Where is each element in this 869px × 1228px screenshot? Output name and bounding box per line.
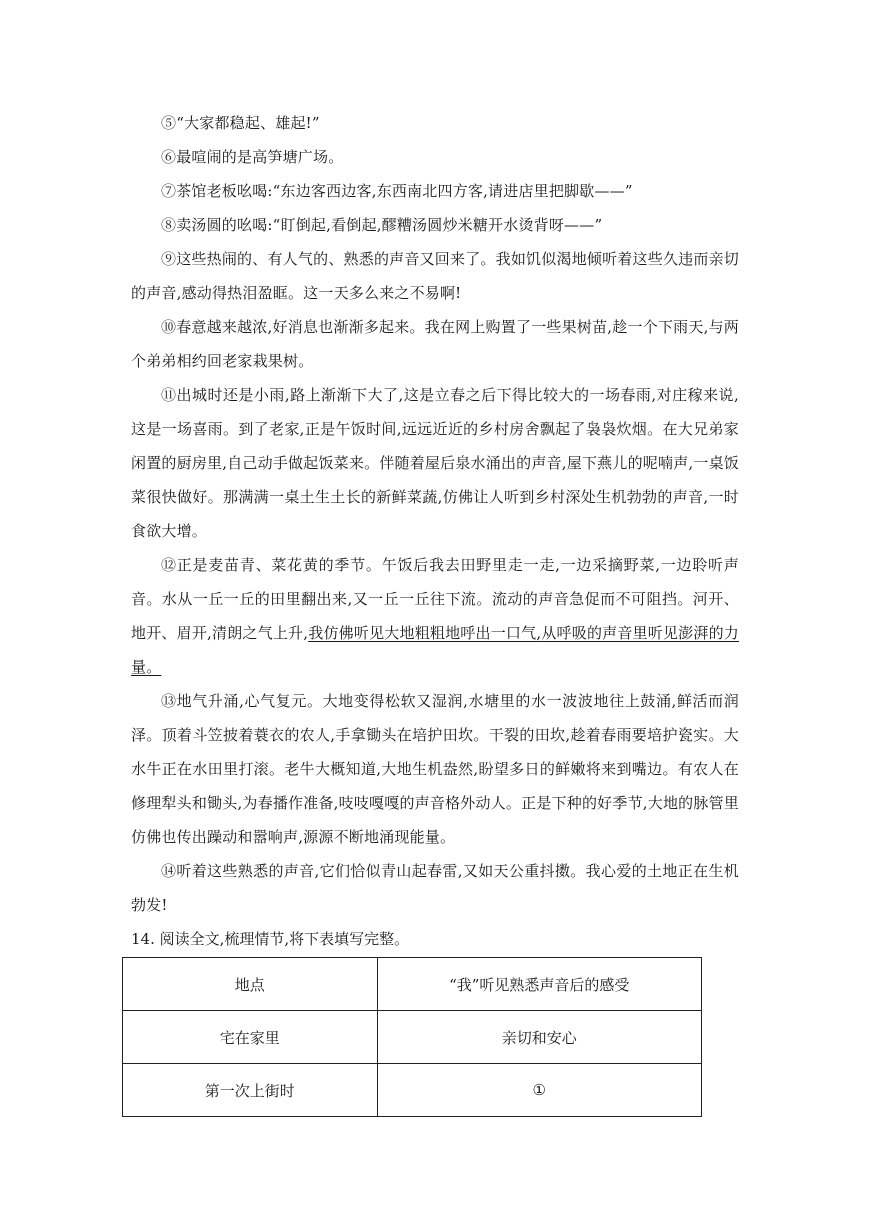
paragraph-14: ⑭听着这些熟悉的声音,它们恰似青山起春雷,又如天公重抖擞。我心爱的土地正在生机勃发! [131, 862, 739, 914]
table-row [123, 1011, 702, 1064]
paragraph-8: ⑧卖汤圆的吆喝:“盯倒起,看倒起,醪糟汤圆炒米糖开水烫背呀——” [161, 216, 603, 234]
table-cell-location: 宅在家里 [123, 1011, 378, 1064]
paragraph-9: ⑨这些热闹的、有人气的、熟悉的声音又回来了。我如饥似渴地倾听着这些久违而亲切的声音,感动得热泪盈眶。这一天多么来之不易啊! [131, 250, 739, 302]
table-header-location: 地点 [123, 958, 378, 1011]
paragraph-11: ⑪出城时还是小雨,路上渐渐下大了,这是立春之后下得比较大的一场春雨,对庄稼来说,这是一场喜雨。到了老家,正是午饭时间,远远近近的乡村房舍飘起了袅袅炊烟。在大兄弟家闲置的厨房里,自己动手做起饭菜来。伴随着屋后泉水涌出的声音,屋下燕儿的呢喃声,一桌饭菜很快做好。那满满一桌土生土长的新鲜菜蔬,仿佛让人听到乡村深处生机勃勃的声音,一时食欲大增。 [131, 386, 739, 540]
paragraph-12-underlined-sentence: 我仿佛听见大地粗粗地呼出一口气,从呼吸的声音里听见澎湃的力量。 [131, 624, 740, 676]
paragraph-12 [131, 548, 739, 684]
table-row [123, 1064, 702, 1117]
paragraph-7: ⑦茶馆老板吆喝:“东边客西边客,东西南北四方客,请进店里把脚歇——” [161, 182, 633, 200]
paragraph-13: ⑬地气升涌,心气复元。大地变得松软又湿润,水塘里的水一波波地往上鼓涌,鲜活而润泽。顶着斗笠披着蓑衣的农人,手拿锄头在培护田坎。干裂的田坎,趁着春雨要培护瓷实。大水牛正在水田里打滚。老牛大概知道,大地生机盎然,盼望多日的鲜嫩将来到嘴边。有农人在修理犁头和锄头,为春播作准备,吱吱嘎嘎的声音格外动人。正是下种的好季节,大地的脉管里仿佛也传出躁动和嚣响声,源源不断地涌现能量。 [131, 692, 739, 846]
table-cell-feeling: 亲切和安心 [377, 1011, 701, 1064]
plot-summary-table [122, 957, 702, 1117]
paragraph-12-text: ⑫正是麦苗青、菜花黄的季节。午饭后我去田野里走一走,一边采摘野菜,一边聆听声音。水从一丘一丘的田里翻出来,又一丘一丘往下流。流动的声音急促而不可阻挡。河开、地开、眉开,清朗之气上升, [131, 556, 739, 642]
table-header-row [123, 958, 702, 1011]
table-header-feeling: “我”听见熟悉声音后的感受 [377, 958, 701, 1011]
table-cell-location: 第一次上街时 [123, 1064, 378, 1117]
question-14: 14. 阅读全文,梳理情节,将下表填写完整。 [131, 930, 410, 948]
paragraph-10: ⑩春意越来越浓,好消息也渐渐多起来。我在网上购置了一些果树苗,趁一个下雨天,与两个弟弟相约回老家栽果树。 [131, 318, 739, 370]
paragraph-5: ⑤“大家都稳起、雄起!” [161, 114, 320, 132]
reading-passage [131, 106, 739, 956]
table-cell-answer-blank: ① [377, 1064, 701, 1117]
paragraph-6: ⑥最喧闹的是高笋塘广场。 [161, 148, 344, 166]
